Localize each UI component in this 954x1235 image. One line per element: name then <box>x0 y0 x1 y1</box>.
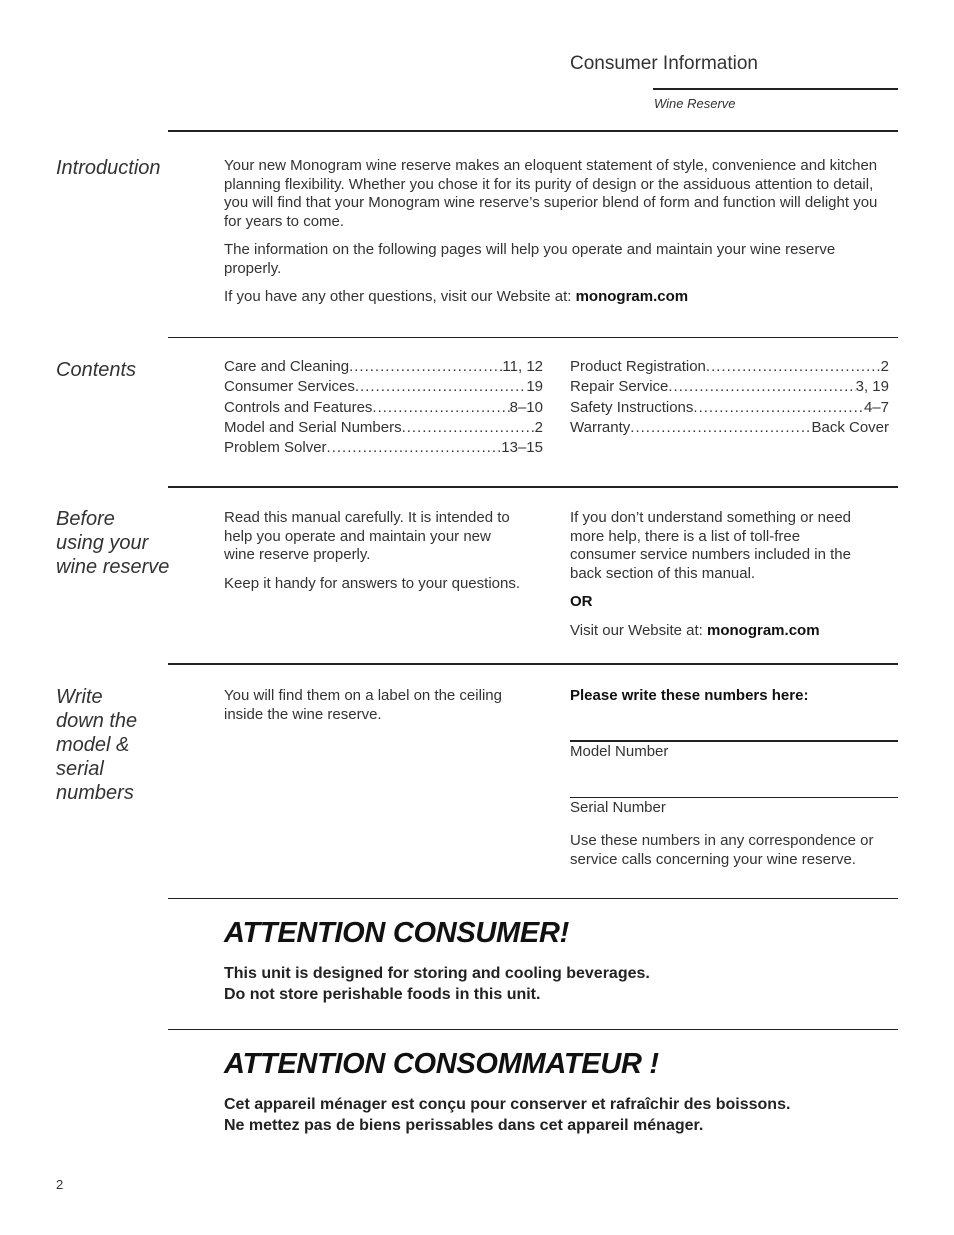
model-serial-location: You will find them on a label on the ceiling inside the wine reserve. <box>224 687 502 723</box>
label-line: down the <box>56 710 138 732</box>
introduction-body <box>224 157 886 317</box>
contents-entry-page: 2 <box>534 418 543 436</box>
label-line: using your <box>56 532 149 554</box>
introduction-website: If you have any other questions, visit our Website at: monogram.com <box>224 288 689 305</box>
contents-entry-page: Back Cover <box>811 418 889 436</box>
before-using-paragraph: Read this manual carefully. It is intended to help you operate and maintain your new wine reserve properly. <box>224 509 510 563</box>
contents-entry-name: Safety Instructions <box>570 398 694 416</box>
contents-entry[interactable] <box>570 418 889 438</box>
contents-entry[interactable] <box>224 377 543 397</box>
label-line: Before <box>56 508 115 530</box>
section-label-model-serial <box>56 685 137 805</box>
website-link[interactable]: monogram.com <box>575 288 689 305</box>
contents-entry-name: Care and Cleaning <box>224 358 350 375</box>
model-serial-note: Use these numbers in any correspondence or service calls concerning your wine reserve. <box>570 832 874 868</box>
contents-leader-dots <box>372 398 509 418</box>
serial-number-label: Serial Number <box>570 799 666 816</box>
contents-entry[interactable] <box>570 357 889 377</box>
or-label: OR <box>570 593 593 610</box>
attention-line: Cet appareil ménager est conçu pour conserver et rafraîchir des boissons. <box>224 1096 791 1113</box>
contents-leader-dots <box>693 398 864 418</box>
label-line: serial <box>56 758 104 780</box>
attention-title-fr: ATTENTION CONSOMMATEUR ! <box>224 1048 659 1080</box>
contents-entry-name: Product Registration <box>570 358 706 375</box>
before-using-help: If you don’t understand something or need more help, there is a list of toll-free consumer service numbers included in the back section of this manual. <box>570 509 852 582</box>
label-line: Write <box>56 686 103 708</box>
page-number: 2 <box>56 1177 64 1192</box>
website-link[interactable]: monogram.com <box>707 621 820 639</box>
contents-entry[interactable] <box>570 377 889 397</box>
section-label-before-using <box>56 507 169 579</box>
contents-list-right <box>570 357 889 438</box>
section-divider <box>168 663 898 665</box>
contents-leader-dots <box>402 418 535 438</box>
section-divider <box>168 486 898 488</box>
model-serial-prompt: Please write these numbers here: <box>570 687 809 704</box>
section-divider <box>168 898 898 899</box>
header-rule <box>653 88 898 90</box>
contents-entry-page: 11, 12 <box>502 358 543 375</box>
introduction-paragraph: The information on the following pages will help you operate and maintain your wine reserve properly. <box>224 241 836 277</box>
model-number-field[interactable] <box>570 740 898 742</box>
model-number-label: Model Number <box>570 743 669 760</box>
section-label-contents: Contents <box>56 359 137 381</box>
contents-entry-name: Problem Solver <box>224 439 327 457</box>
contents-entry-page: 8–10 <box>509 398 543 416</box>
contents-entry[interactable] <box>224 418 543 438</box>
section-divider <box>168 130 898 132</box>
contents-entry-name: Controls and Features <box>224 398 373 416</box>
contents-leader-dots <box>349 357 502 377</box>
contents-entry[interactable] <box>224 357 543 377</box>
contents-leader-dots <box>668 377 855 397</box>
contents-list-left <box>224 357 543 458</box>
contents-entry-page: 13–15 <box>501 439 543 457</box>
attention-title-en: ATTENTION CONSUMER! <box>224 917 569 949</box>
label-line: numbers <box>56 782 134 804</box>
contents-leader-dots <box>327 438 502 458</box>
serial-number-field[interactable] <box>570 797 898 798</box>
contents-entry[interactable] <box>570 398 889 418</box>
attention-text-fr <box>224 1095 790 1136</box>
before-using-left <box>224 509 524 603</box>
contents-leader-dots <box>630 418 811 438</box>
contents-leader-dots <box>355 377 526 397</box>
page-header-title: Consumer Information <box>570 53 758 74</box>
contents-entry-name: Warranty <box>570 418 631 436</box>
contents-entry-page: 4–7 <box>863 398 889 416</box>
before-using-paragraph: Keep it handy for answers to your questions. <box>224 574 521 592</box>
attention-line: Ne mettez pas de biens perissables dans cet appareil ménager. <box>224 1116 704 1134</box>
section-divider <box>168 337 898 338</box>
section-divider <box>168 1029 898 1030</box>
contents-entry-name: Consumer Services <box>224 378 355 396</box>
contents-entry-page: 3, 19 <box>855 378 889 396</box>
contents-entry-name: Repair Service <box>570 378 669 396</box>
contents-entry-page: 2 <box>880 358 889 375</box>
page-header-subtitle: Wine Reserve <box>654 96 736 111</box>
contents-entry-name: Model and Serial Numbers <box>224 418 402 436</box>
contents-entry[interactable] <box>224 438 543 458</box>
introduction-paragraph: Your new Monogram wine reserve makes an eloquent statement of style, convenience and kitchen planning flexibility. Whether you chose it for its purity of design or the assiduous attention to detail, you will find that your Monogram wine reserve’s superior blend of form and function will delight you for years to come. <box>224 157 878 230</box>
before-using-website: Visit our Website at: monogram.com <box>570 621 820 639</box>
contents-entry-page: 19 <box>526 378 543 396</box>
before-using-right <box>570 509 870 650</box>
attention-line: This unit is designed for storing and cooling beverages. <box>224 965 650 982</box>
contents-leader-dots <box>706 357 881 377</box>
label-line: model & <box>56 734 130 756</box>
label-line: wine reserve <box>56 556 170 578</box>
section-label-introduction: Introduction <box>56 157 161 179</box>
attention-text-en <box>224 964 650 1005</box>
contents-entry[interactable] <box>224 398 543 418</box>
attention-line: Do not store perishable foods in this unit. <box>224 985 541 1003</box>
